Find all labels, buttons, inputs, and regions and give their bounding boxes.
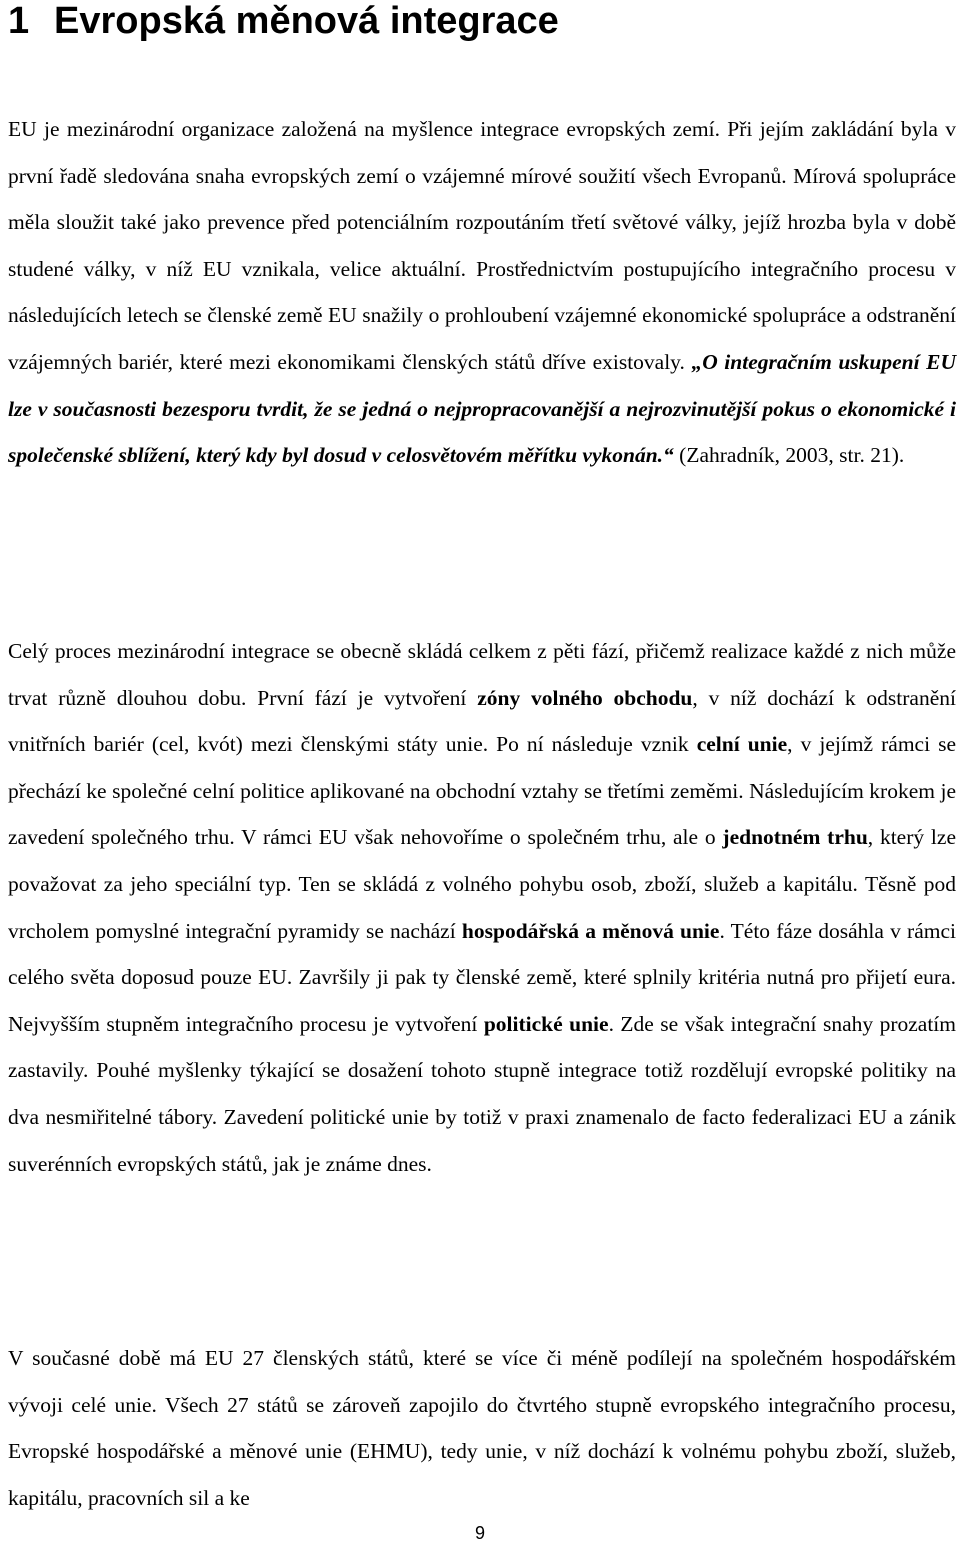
term-economic-monetary-union: hospodářská a měnová unie — [461, 918, 720, 943]
paragraph-text: . Zde se však integrační snahy prozatím zastavily. Pouhé myšlenky týkající se dosažení tohoto stupně integrace totiž rozdělují evropské politiky na dva nesmiřitelné tábory. Zavedení politické unie by totiž v praxi znamenalo de facto federalizaci EU a zánik suverénních evropských států, jak je známe dnes. — [8, 1011, 957, 1176]
paragraph-text: , v níž dochází k odstranění vnitřních bariér (cel, kvót) mezi členskými státy unie. Po ní následuje vznik — [8, 685, 956, 757]
paragraph-text: . Této fáze dosáhla v rámci celého světa doposud pouze EU. Završily ji pak ty členské země, které splnily kritéria nutná pro přijetí eura. Nejvyšším stupněm integračního procesu je vytvoření — [8, 918, 956, 1036]
paragraph-text: V současné době má EU 27 členských států, které se více či méně podílejí na společném hospodářském vývoji celé unie. Všech 27 států se zároveň zapojilo do čtvrtého stupně evropského integračního procesu, Evropské hospodářské a měnové unie (EHMU), tedy unie, v níž dochází k volnému pohybu zboží, služeb, kapitálu, pracovních sil a ke — [8, 1346, 956, 1510]
paragraph-text: Celý proces mezinárodní integrace se obecně skládá celkem z pěti fází, přičemž realizace každé z nich může trvat různě dlouhou dobu. První fází je vytvoření — [8, 639, 956, 710]
paragraph-integration-phases — [8, 628, 956, 1187]
chapter-title: Evropská měnová integrace — [54, 0, 559, 42]
chapter-heading — [8, 0, 559, 42]
page-number: 9 — [474, 1523, 485, 1543]
paragraph-text: , který lze považovat za jeho speciální typ. Ten se skládá z volného pohybu osob, zboží, služeb a kapitálu. Těsně pod vrcholem pomyslné integrační pyramidy se nachází — [8, 825, 956, 943]
citation-source: (Zahradník, 2003, str. 21). — [673, 443, 905, 468]
paragraph-text: EU je mezinárodní organizace založená na myšlence integrace evropských zemí. Při jejím zakládání byla v první řadě sledována snaha evropských zemí o vzájemné mírové soužití všech Evropanů. Mírová spolupráce měla sloužit také jako prevence před potenciálním rozpoutáním třetí světové války, jejíž hrozba byla v době studené války, v níž EU vznikala, velice aktuální. Prostřednictvím postupujícího integračního procesu v následujících letech se členské země EU snažily o prohloubení vzájemné ekonomické spolupráce a odstranění vzájemných bariér, které mezi ekonomikami členských států dříve existovaly. — [8, 117, 956, 374]
chapter-number: 1 — [8, 0, 30, 42]
paragraph-eu-members — [8, 1335, 956, 1521]
paragraph-integration-intro — [8, 106, 956, 479]
term-single-market: jednotném trhu — [722, 825, 868, 850]
paragraph-text: , v jejímž rámci se přechází ke společné celní politice aplikované na obchodní vztahy se třetími zeměmi. Následujícím krokem je zavedení společného trhu. V rámci EU však nehovoříme o společném trhu, ale o — [8, 732, 956, 850]
term-free-trade-zone: zóny volného obchodu — [477, 685, 693, 710]
citation-quote: „O integračním uskupení EU lze v současnosti bezesporu tvrdit, že se jedná o nejpropracovanější a nejrozvinutější pokus o ekonomické i společenské sblížení, který kdy byl dosud v celosvětovém měřítku vykonán.“ — [8, 349, 956, 468]
term-customs-union: celní unie — [696, 732, 788, 757]
term-political-union: politické unie — [483, 1011, 609, 1036]
